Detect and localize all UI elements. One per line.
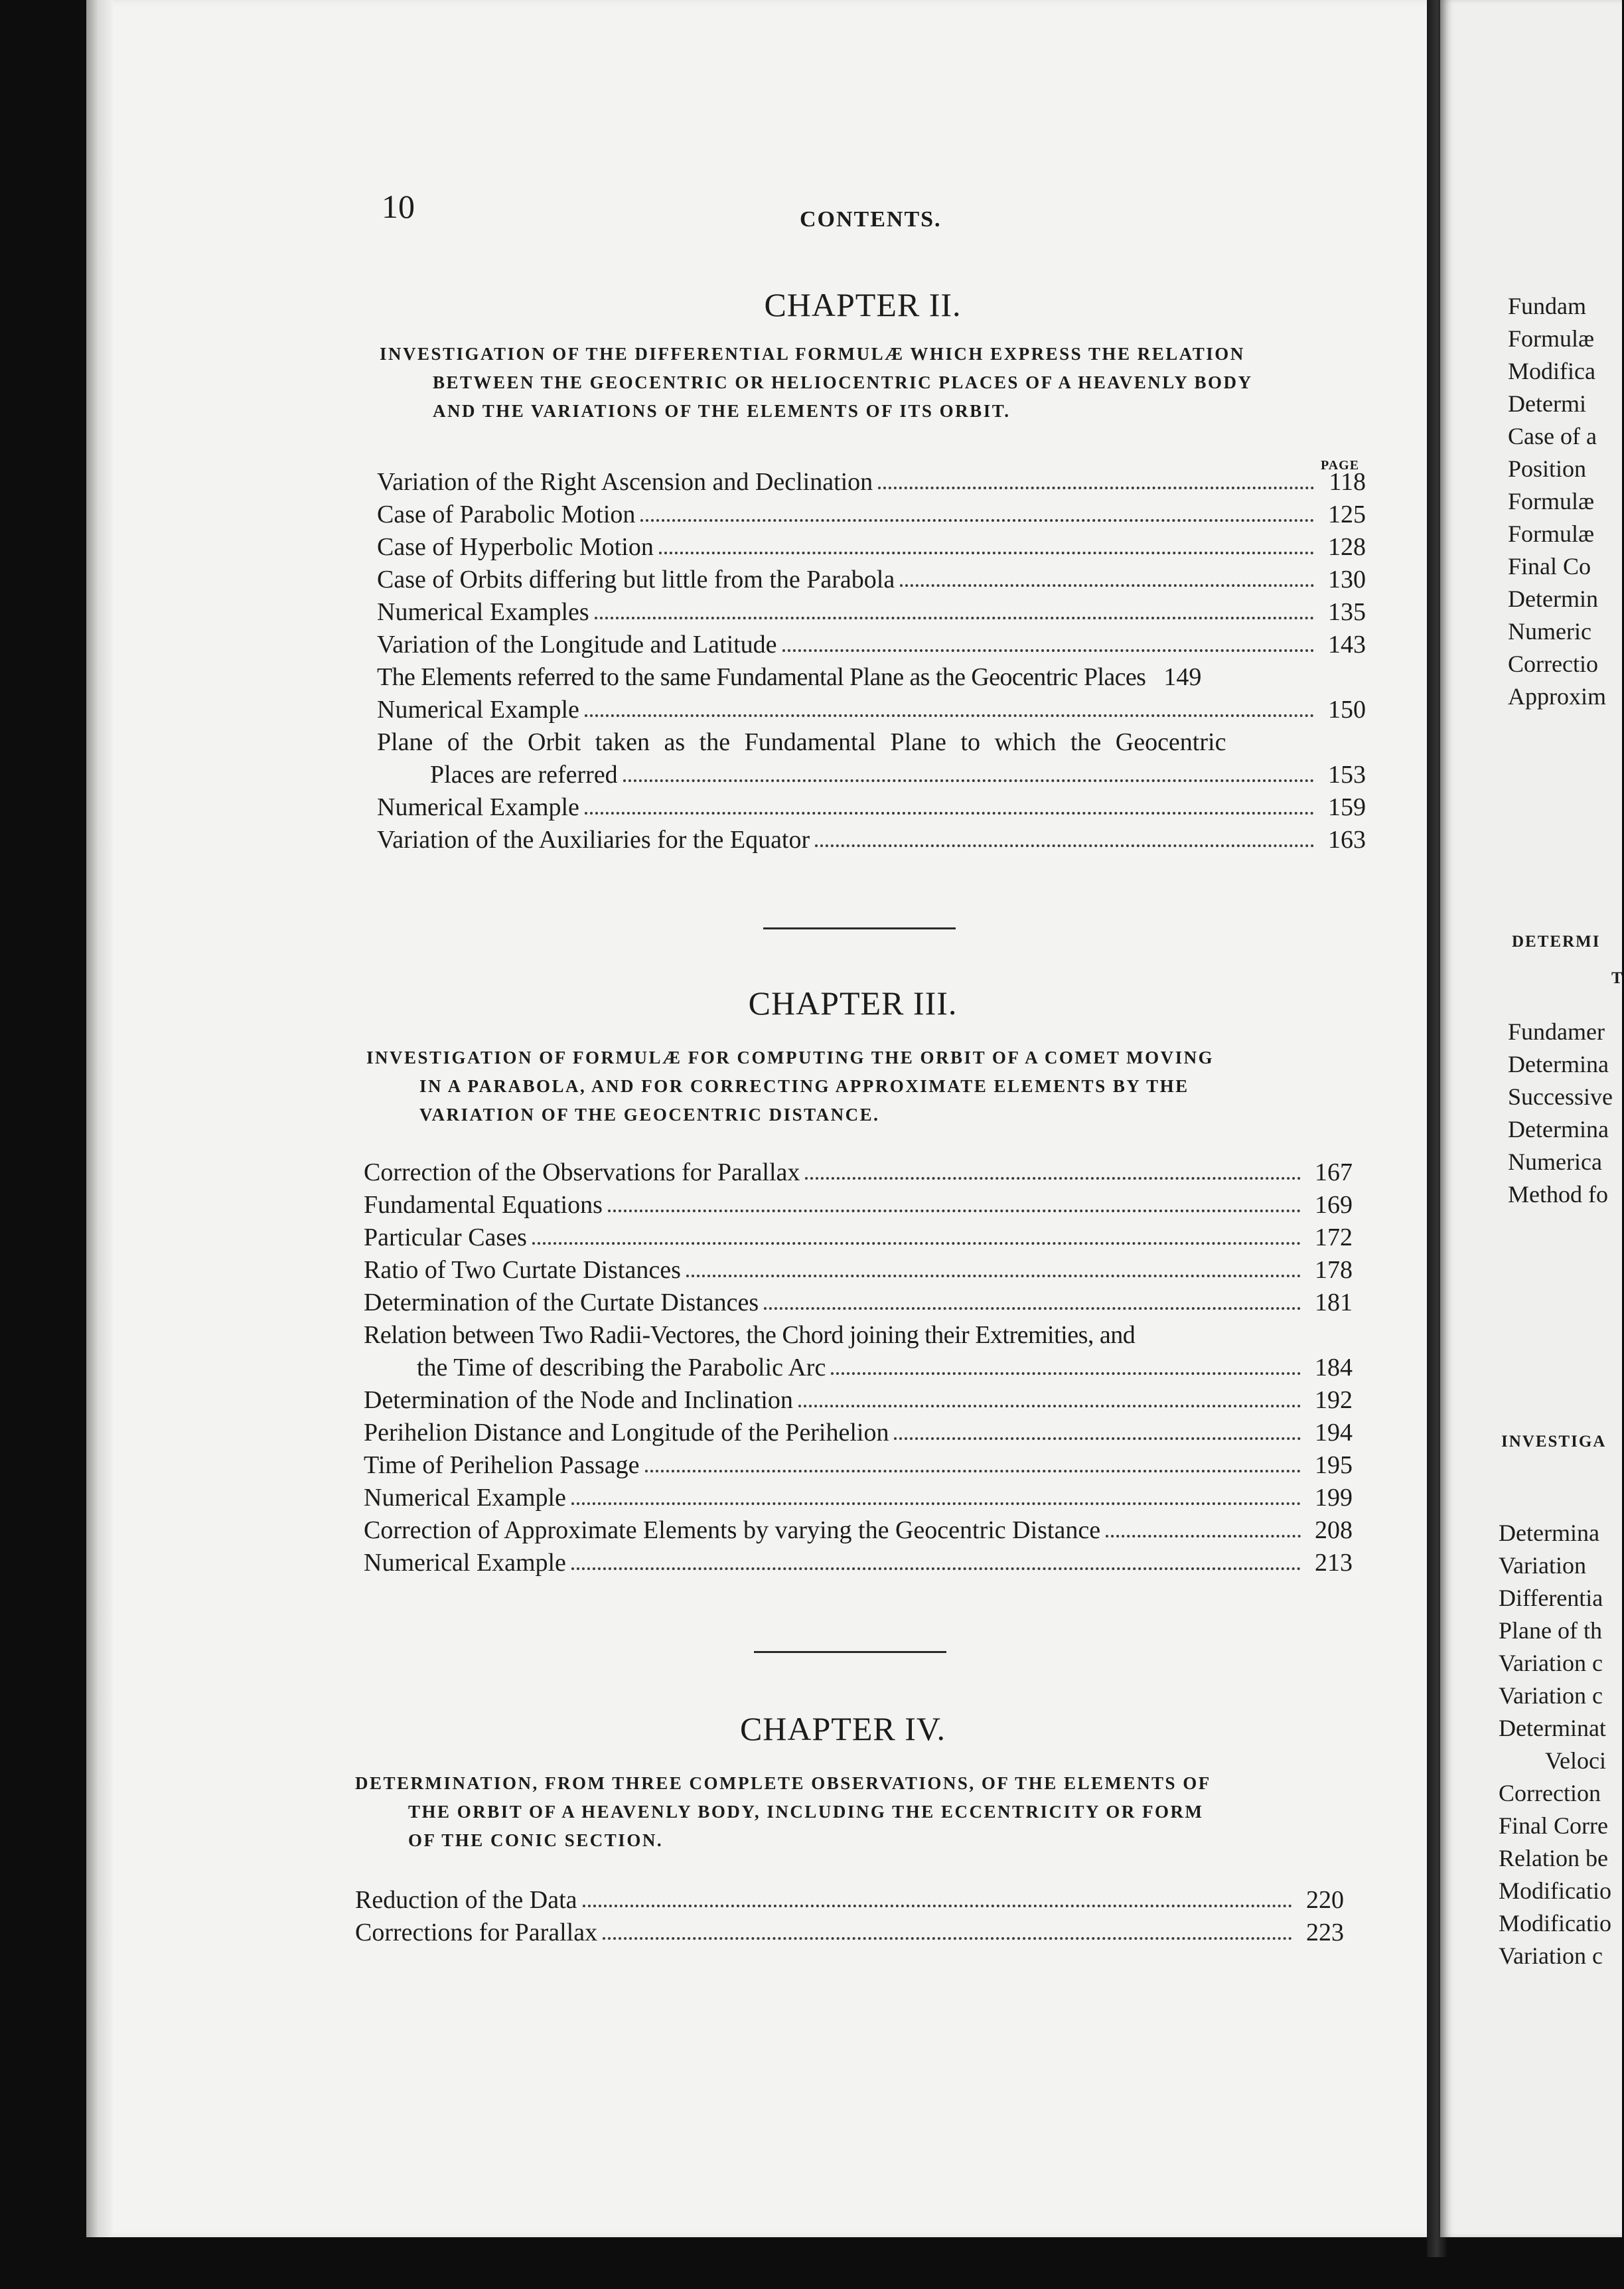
leader-dots xyxy=(815,844,1314,847)
facing-entry: Determinat xyxy=(1499,1715,1606,1741)
chapter-2-title: CHAPTER II. xyxy=(764,286,962,323)
toc-entry-page: 167 xyxy=(1315,1158,1353,1186)
facing-entry: Position xyxy=(1508,455,1587,482)
toc-entry-page: 195 xyxy=(1315,1451,1353,1479)
facing-entry: Correctio xyxy=(1508,651,1598,677)
toc-entry-page: 192 xyxy=(1315,1386,1353,1414)
facing-entry: Numeric xyxy=(1508,618,1591,645)
chapter-4-title: CHAPTER IV. xyxy=(739,1710,946,1747)
toc-entry-title: Places are referred xyxy=(430,761,618,789)
leader-dots xyxy=(571,1567,1301,1570)
toc-entry xyxy=(377,824,1366,856)
leader-dots xyxy=(585,812,1314,815)
toc-entry-title: Determination of the Node and Inclination xyxy=(364,1386,793,1414)
toc-entry xyxy=(364,1547,1353,1579)
toc-entry-page: 130 xyxy=(1328,566,1366,593)
leader-dots xyxy=(900,584,1314,587)
toc-entry-page: 128 xyxy=(1328,533,1366,561)
facing-entry: Determina xyxy=(1508,1116,1609,1143)
toc-entry-continuation xyxy=(364,1352,1353,1384)
toc-entry xyxy=(377,499,1366,531)
chapter-3-desc-line: IN A PARABOLA, AND FOR CORRECTING APPROXIMATE ELEMENTS BY THE xyxy=(419,1076,1189,1096)
facing-entry: Relation be xyxy=(1499,1845,1608,1871)
toc-entry-page: 135 xyxy=(1328,598,1366,626)
toc-entry-title: Numerical Example xyxy=(364,1484,566,1512)
toc-entry-title: Reduction of the Data xyxy=(355,1886,577,1914)
toc-entry xyxy=(364,1287,1353,1319)
facing-entry: Veloci xyxy=(1545,1747,1606,1774)
toc-entry-title: Plane of the Orbit taken as the Fundamental Plane to which the Geocentric xyxy=(377,728,1226,756)
facing-entry: Determina xyxy=(1508,1051,1609,1077)
facing-entry: Case of a xyxy=(1508,423,1597,449)
toc-entry-page: 223 xyxy=(1306,1919,1344,1946)
chapter-4-toc xyxy=(355,1884,1344,1949)
toc-entry-title: Determination of the Curtate Distances xyxy=(364,1289,759,1316)
toc-entry-title: Variation of the Auxiliaries for the Equator xyxy=(377,826,810,854)
toc-entry xyxy=(364,1222,1353,1254)
facing-entry: Determi xyxy=(1508,390,1586,417)
page-number: 10 xyxy=(382,188,415,225)
toc-entry-title: Particular Cases xyxy=(364,1223,527,1251)
toc-entry-page: 178 xyxy=(1315,1256,1353,1284)
facing-entry: Fundamer xyxy=(1508,1018,1605,1045)
leader-dots xyxy=(764,1307,1301,1310)
toc-entry-title: Relation between Two Radii-Vectores, the Chord joining their Extremities, and xyxy=(364,1321,1136,1349)
chapter-3-title: CHAPTER III. xyxy=(748,985,958,1022)
gutter-shadow xyxy=(86,0,113,2237)
leader-dots xyxy=(595,617,1314,619)
toc-entry-page: 194 xyxy=(1315,1419,1353,1447)
facing-entry: Modifica xyxy=(1508,358,1595,384)
toc-entry-title: Corrections for Parallax xyxy=(355,1919,598,1946)
toc-entry-title: Time of Perihelion Passage xyxy=(364,1451,640,1479)
facing-entry: Variation c xyxy=(1499,1650,1603,1676)
toc-entry-title: Numerical Example xyxy=(377,793,579,821)
leader-dots xyxy=(805,1177,1301,1180)
toc-entry-title: The Elements referred to the same Fundamental Plane as the Geocentric Places xyxy=(377,663,1146,691)
facing-chapter-heading: T xyxy=(1611,969,1624,987)
toc-entry-page: 159 xyxy=(1328,793,1366,821)
leader-dots xyxy=(659,552,1314,554)
facing-entry: Fundam xyxy=(1508,293,1587,319)
leader-dots xyxy=(798,1405,1301,1407)
toc-entry-title: Case of Hyperbolic Motion xyxy=(377,533,654,561)
leader-dots xyxy=(532,1242,1301,1245)
toc-entry-continuation xyxy=(377,759,1366,791)
toc-entry-page: 149 xyxy=(1163,663,1202,691)
toc-entry-title: the Time of describing the Parabolic Arc xyxy=(417,1354,826,1381)
toc-entry-page: 150 xyxy=(1328,696,1366,724)
leader-dots xyxy=(782,649,1314,652)
toc-entry xyxy=(364,1482,1353,1514)
page-column-label: PAGE xyxy=(1321,458,1360,473)
toc-entry xyxy=(364,1384,1353,1417)
toc-entry xyxy=(377,531,1366,564)
facing-entry: Variation c xyxy=(1499,1942,1603,1969)
facing-entry: Numerica xyxy=(1508,1148,1602,1175)
facing-page-entries-2 xyxy=(1508,1016,1622,1211)
toc-entry-title: Ratio of Two Curtate Distances xyxy=(364,1256,681,1284)
toc-entry xyxy=(364,1449,1353,1482)
leader-dots xyxy=(608,1210,1301,1212)
toc-entry-title: Numerical Example xyxy=(377,696,579,724)
chapter-4-desc-line: OF THE CONIC SECTION. xyxy=(408,1830,664,1850)
facing-entry: Plane of th xyxy=(1499,1617,1602,1644)
facing-entry: Approxim xyxy=(1508,683,1606,710)
toc-entry-title: Correction of the Observations for Parallax xyxy=(364,1158,800,1186)
toc-entry-title: Numerical Examples xyxy=(377,598,589,626)
leader-dots xyxy=(894,1437,1301,1440)
toc-entry-title: Case of Parabolic Motion xyxy=(377,501,636,528)
chapter-3-description xyxy=(366,1044,1362,1129)
leader-dots xyxy=(583,1905,1292,1907)
toc-entry-page: 213 xyxy=(1315,1549,1353,1577)
facing-entry: Variation c xyxy=(1499,1682,1603,1709)
facing-entry: Differentia xyxy=(1499,1585,1603,1611)
chapter-2-desc-line: AND THE VARIATIONS OF THE ELEMENTS OF ITS ORBIT. xyxy=(433,401,1011,421)
toc-entry-title: Variation of the Longitude and Latitude xyxy=(377,631,777,659)
toc-entry xyxy=(364,1254,1353,1287)
chapter-4-desc-line: THE ORBIT OF A HEAVENLY BODY, INCLUDING THE ECCENTRICITY OR FORM xyxy=(408,1802,1204,1822)
facing-entry: Variation xyxy=(1499,1552,1586,1579)
facing-entry: Modificatio xyxy=(1499,1877,1611,1904)
toc-entry xyxy=(355,1917,1344,1949)
toc-entry-title: Correction of Approximate Elements by varying the Geocentric Distance xyxy=(364,1516,1101,1544)
toc-entry-page: 118 xyxy=(1329,468,1366,496)
leader-dots xyxy=(585,714,1314,717)
section-divider xyxy=(763,927,956,929)
toc-entry xyxy=(377,466,1366,499)
toc-entry-page: 163 xyxy=(1328,826,1366,854)
facing-entry: Correction xyxy=(1499,1780,1601,1806)
toc-entry-title: Perihelion Distance and Longitude of the Perihelion xyxy=(364,1419,889,1447)
toc-entry xyxy=(364,1189,1353,1222)
toc-entry xyxy=(377,791,1366,824)
leader-dots xyxy=(645,1470,1301,1472)
facing-entry: Determin xyxy=(1508,586,1598,612)
toc-entry-title: Variation of the Right Ascension and Declination xyxy=(377,468,873,496)
toc-entry xyxy=(377,661,1366,694)
facing-entry: Final Corre xyxy=(1499,1812,1608,1839)
toc-entry-page: 143 xyxy=(1328,631,1366,659)
leader-dots xyxy=(603,1937,1292,1940)
leader-dots xyxy=(878,487,1314,489)
facing-chapter-heading: INVESTIGA xyxy=(1501,1433,1607,1451)
running-head: CONTENTS. xyxy=(800,207,942,232)
toc-entry-page: 172 xyxy=(1315,1223,1353,1251)
chapter-4-description xyxy=(355,1769,1351,1855)
facing-chapter-heading: DETERMI xyxy=(1512,933,1601,951)
chapter-2-description xyxy=(380,340,1375,426)
toc-entry xyxy=(364,1319,1353,1352)
facing-page-entries-1 xyxy=(1508,290,1622,713)
toc-entry xyxy=(377,726,1366,759)
leader-dots xyxy=(831,1372,1301,1375)
facing-entry: Successive xyxy=(1508,1083,1613,1110)
toc-entry-page: 184 xyxy=(1315,1354,1353,1381)
chapter-2-toc xyxy=(377,466,1366,856)
facing-entry: Formulæ xyxy=(1508,488,1595,514)
leader-dots xyxy=(571,1502,1301,1505)
toc-entry-title: Numerical Example xyxy=(364,1549,566,1577)
chapter-2-desc-line: INVESTIGATION OF THE DIFFERENTIAL FORMULÆ WHICH EXPRESS THE RELATION xyxy=(380,344,1245,364)
leader-dots xyxy=(1106,1535,1301,1538)
facing-entry: Formulæ xyxy=(1508,520,1595,547)
toc-entry-title: Case of Orbits differing but little from the Parabola xyxy=(377,566,895,593)
facing-entry: Formulæ xyxy=(1508,325,1595,352)
toc-entry-page: 208 xyxy=(1315,1516,1353,1544)
toc-entry xyxy=(364,1156,1353,1189)
leader-dots xyxy=(640,519,1314,522)
facing-entry: Final Co xyxy=(1508,553,1591,580)
chapter-3-desc-line: VARIATION OF THE GEOCENTRIC DISTANCE. xyxy=(419,1105,880,1125)
chapter-3-toc xyxy=(364,1156,1353,1579)
facing-page-entries-3 xyxy=(1499,1517,1613,1972)
toc-entry-page: 220 xyxy=(1306,1886,1344,1914)
chapter-3-desc-line: INVESTIGATION OF FORMULÆ FOR COMPUTING THE ORBIT OF A COMET MOVING xyxy=(366,1048,1215,1067)
toc-entry xyxy=(355,1884,1344,1917)
facing-entry: Determina xyxy=(1499,1520,1599,1546)
toc-entry xyxy=(377,694,1366,726)
section-divider xyxy=(754,1651,946,1653)
toc-entry xyxy=(377,596,1366,629)
toc-entry xyxy=(364,1417,1353,1449)
toc-entry-page: 153 xyxy=(1328,761,1366,789)
toc-entry xyxy=(377,564,1366,596)
toc-entry xyxy=(364,1514,1353,1547)
toc-entry-page: 125 xyxy=(1328,501,1366,528)
leader-dots xyxy=(623,779,1314,782)
chapter-4-desc-line: DETERMINATION, FROM THREE COMPLETE OBSERVATIONS, OF THE ELEMENTS OF xyxy=(355,1773,1211,1793)
facing-entry: Method fo xyxy=(1508,1181,1608,1208)
toc-entry-page: 199 xyxy=(1315,1484,1353,1512)
chapter-2-desc-line: BETWEEN THE GEOCENTRIC OR HELIOCENTRIC PLACES OF A HEAVENLY BODY xyxy=(433,372,1253,392)
toc-entry-page: 169 xyxy=(1315,1191,1353,1219)
toc-entry-title: Fundamental Equations xyxy=(364,1191,603,1219)
toc-entry xyxy=(377,629,1366,661)
toc-entry-page: 181 xyxy=(1315,1289,1353,1316)
facing-entry: Modificatio xyxy=(1499,1910,1611,1936)
leader-dots xyxy=(686,1275,1301,1277)
